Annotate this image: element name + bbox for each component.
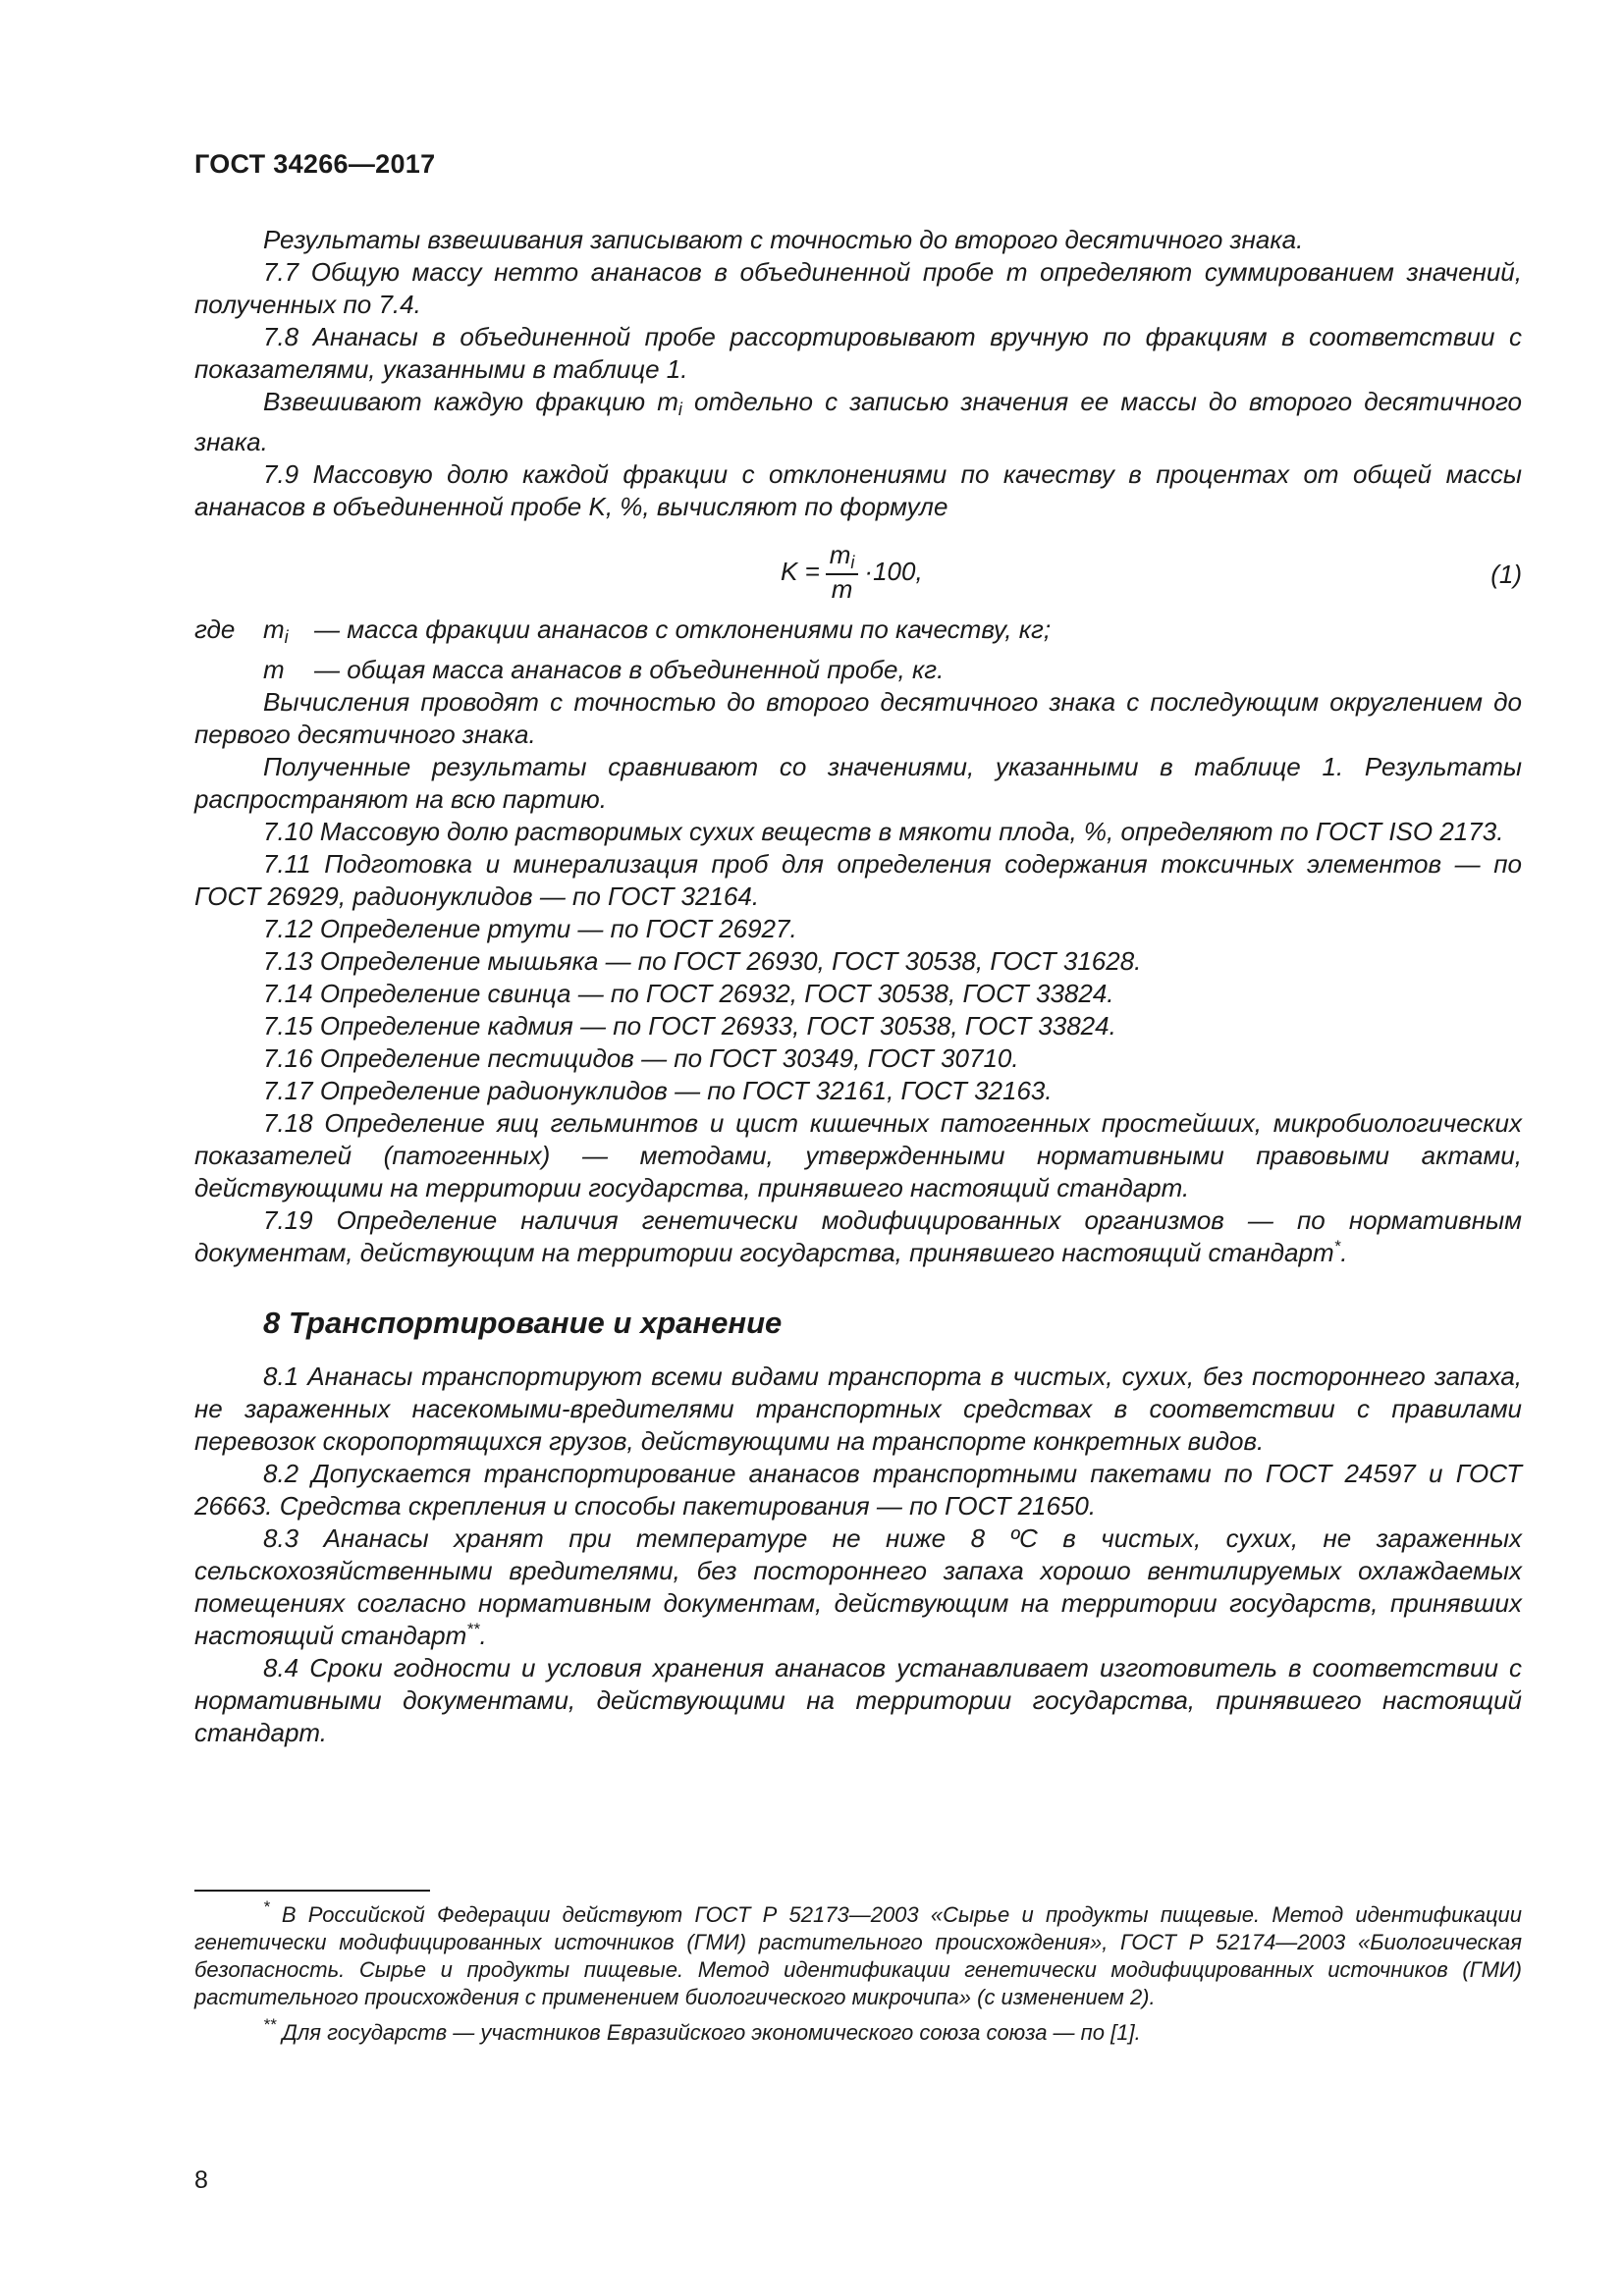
paragraph-8-2: 8.2 Допускается транспортирование ананасов транспортными пакетами по ГОСТ 24597 и ГОСТ 26663. Средства скрепления и способы пакетирования — по ГОСТ 21650. bbox=[194, 1459, 1522, 1521]
formula-legend bbox=[194, 614, 1522, 686]
formula-lhs: K = bbox=[781, 557, 820, 587]
footnote-ref: ** bbox=[466, 1620, 480, 1638]
paragraph-7-12: 7.12 Определение ртути — по ГОСТ 26927. bbox=[263, 914, 797, 943]
document-body bbox=[194, 224, 1522, 1749]
section-heading: 8 Транспортирование и хранение bbox=[263, 1306, 783, 1340]
paragraph-7-16: 7.16 Определение пестицидов — по ГОСТ 30349, ГОСТ 30710. bbox=[263, 1043, 1019, 1073]
paragraph-8-4: 8.4 Сроки годности и условия хранения ананасов устанавливает изготовитель в соответствии с нормативными документами, действующими на территории государства, принявшего настоящий стандарт. bbox=[194, 1653, 1522, 1747]
paragraph-7-13: 7.13 Определение мышьяка — по ГОСТ 26930, ГОСТ 30538, ГОСТ 31628. bbox=[263, 946, 1142, 976]
footnote: ** Для государств — участников Евразийского экономического союза союза — по [1]. bbox=[263, 2015, 1141, 2045]
formula-expression bbox=[781, 541, 923, 603]
legend-symbol: m bbox=[263, 655, 285, 684]
formula-numerator: $m_i$ bbox=[826, 541, 859, 575]
paragraph-8-1: 8.1 Ананасы транспортируют всеми видами транспорта в чистых, сухих, без постороннего запаха, не зараженных насекомыми-вредителями транспортных средствах в соответствии с правилами перевозок скоропортящихся грузов, действующими на транспорте конкретных видов. bbox=[194, 1362, 1522, 1456]
paragraph-8-3: 8.3 Ананасы хранят при температуре не ниже 8 ºС в чистых, сухих, не зараженных сельскохозяйственными вредителями, без постороннего запаха хорошо вентилируемых охлаждаемых помещениях согласно нормативным документам, действующим на территории государств, принявших настоящий стандарт**. bbox=[194, 1523, 1522, 1650]
paragraph: Результаты взвешивания записывают с точностью до второго десятичного знака. bbox=[263, 225, 1304, 254]
paragraph-7-14: 7.14 Определение свинца — по ГОСТ 26932, ГОСТ 30538, ГОСТ 33824. bbox=[263, 979, 1114, 1008]
paragraph-7-8: 7.8 Ананасы в объединенной пробе рассортировывают вручную по фракциям в соответствии с показателями, указанными в таблице 1. bbox=[194, 322, 1522, 384]
paragraph-7-9: 7.9 Массовую долю каждой фракции с отклонениями по качеству в процентах от общей массы ананасов в объединенной пробе K, %, вычисляют по формуле bbox=[194, 459, 1522, 521]
footnote-ref: * bbox=[1333, 1237, 1341, 1255]
footnote-divider bbox=[194, 1890, 430, 1892]
formula-denominator: m bbox=[831, 573, 853, 604]
paragraph-7-18: 7.18 Определение яиц гельминтов и цист кишечных патогенных простейших, микробиологических показателей (патогенных) — методами, утвержденными нормативными правовыми актами, действующими на территории государства, принявшего настоящий стандарт. bbox=[194, 1108, 1522, 1202]
page-number: 8 bbox=[194, 2166, 208, 2194]
paragraph-7-7: 7.7 Общую массу нетто ананасов в объединенной пробе m определяют суммированием значений, полученных по 7.4. bbox=[194, 257, 1522, 319]
paragraph-weigh-fraction: Взвешивают каждую фракцию $m_i$ отдельно с записью значения ее массы до второго десятичного знака. bbox=[194, 387, 1522, 456]
paragraph-7-11: 7.11 Подготовка и минерализация проб для определения содержания токсичных элементов — по ГОСТ 26929, радионуклидов — по ГОСТ 32164. bbox=[194, 849, 1522, 911]
legend-description: — общая масса ананасов в объединенной пробе, кг. bbox=[314, 655, 945, 684]
footnote: * В Российской Федерации действуют ГОСТ Р 52173—2003 «Сырье и продукты пищевые. Метод идентификации генетически модифицированных источников (ГМИ) растительного происхождения», ГОСТ Р 52174—2003 «Биологическая безопасность. Сырье и продукты пищевые. Метод идентификации генетически модифицированных источников (ГМИ) растительного происхождения с применением биологического микрочипа» (с изменением 2). bbox=[194, 1897, 1522, 2009]
paragraph: Вычисления проводят с точностью до второго десятичного знака с последующим округлением до первого десятичного знака. bbox=[194, 687, 1522, 749]
formula-multiplier: ·100, bbox=[864, 557, 923, 587]
paragraph-7-15: 7.15 Определение кадмия — по ГОСТ 26933, ГОСТ 30538, ГОСТ 33824. bbox=[263, 1011, 1116, 1041]
formula-block bbox=[194, 523, 1522, 614]
formula-fraction bbox=[826, 541, 859, 603]
paragraph: Полученные результаты сравнивают со значениями, указанными в таблице 1. Результаты распространяют на всю партию. bbox=[194, 752, 1522, 814]
paragraph-7-17: 7.17 Определение радионуклидов — по ГОСТ 32161, ГОСТ 32163. bbox=[263, 1076, 1053, 1105]
legend-symbol: $m_i$ bbox=[263, 614, 289, 647]
formula-number: (1) bbox=[1490, 560, 1522, 589]
document-code-header: ГОСТ 34266—2017 bbox=[194, 149, 436, 179]
footnotes bbox=[194, 1890, 1522, 2055]
legend-label: где bbox=[194, 614, 236, 644]
paragraph-7-19: 7.19 Определение наличия генетически модифицированных организмов — по нормативным документам, действующим на территории государства, принявшего настоящий стандарт*. bbox=[194, 1205, 1522, 1267]
paragraph-7-10: 7.10 Массовую долю растворимых сухих веществ в мякоти плода, %, определяют по ГОСТ ISO 2173. bbox=[263, 817, 1504, 846]
legend-description: — масса фракции ананасов с отклонениями по качеству, кг; bbox=[314, 614, 1052, 644]
